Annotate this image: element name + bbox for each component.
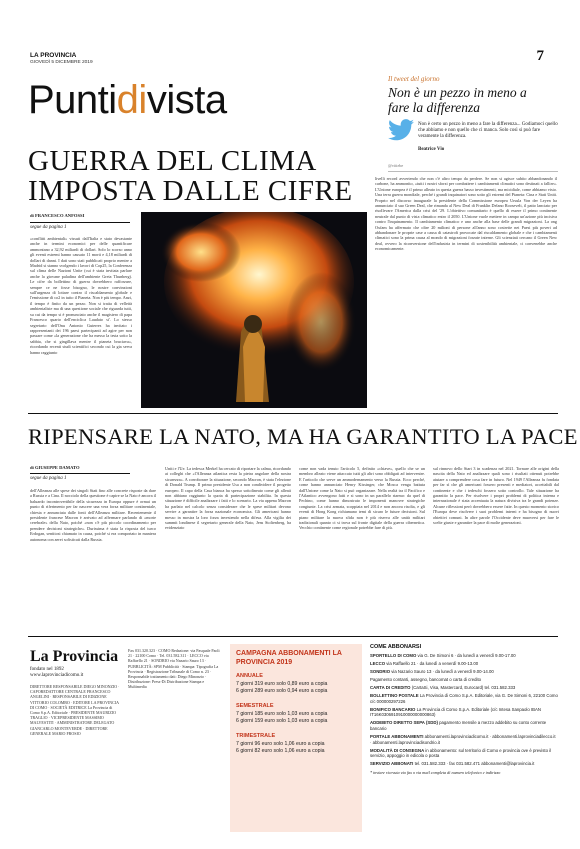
article1-headline-line2: IMPOSTA DALLE CIFRE [28,175,353,207]
section-title [28,80,227,120]
how-list [370,653,558,768]
article2-headline: RIPENSARE LA NATO, MA HA GARANTITO LA PACE [28,424,578,449]
plan-price-row: 6 giorni 289 euro solo 0,94 euro a copia [236,688,328,694]
how-note: * inviare ricevuta via fax o via mail completa di numero telefonico e indirizzo [370,770,501,775]
tweet-author: Beatrice Vio [418,147,445,152]
article2-col1: dell'Alleanza alle spese dei singoli Stati fino alle concrete risposte da dare a Russia e a Cina. Il nocciolo della questione è capire se la Nato è ancora il baluardo incontrovertibile della sicurezza in Europa oppure è ormai un punto di riferimento per far nascere una vera forza militare continentale, chiesta e annunciata dalle fonti dell'Alleanza militare. Recentemente il presidente francese Macron è arrivato ad affermare parlando di «morte cerebrale» della Nato, poiché «non c'è più piccolo coordinamento per prendere decisioni strategiche». Durissima è stata la risposta del turco Erdogan, sentitosi chiamato in causa, poiché si era comportato in maniera autonoma con aerei sofisticati dalla Russia. [30,488,156,542]
page-number: 7 [536,48,544,64]
how-item-label: BONIFICO BANCARIO [370,706,417,712]
section-title-part3: vista [146,78,227,122]
how-item-label: SONDRIO [370,668,392,674]
article1-photo [141,212,367,408]
footer-staff: DIRETTORE RESPONSABILE DIEGO MINONZIO · CAPOREDATTORE CENTRALE FRANCESCO ANGELINI · RESPONSABILE DI EDIZIONE VITTORIO COLOMBO · EDITORE LA PROVINCIA DI COMO · SOCIETÀ EDITRICE La Provincia di Como S.p.A. Editoriale · PRESIDENTE MAURIZIO TRAGLIO · VICEPRESIDENTE MASSIMO MALVESTITI · AMMINISTRATORE DELEGATO GIANCARLO MONTEVERDE · DIRETTORE GENERALE MARIO FROSIO [30,684,120,736]
how-item-label: SERVIZIO ABBONATI [370,761,415,767]
tweet-kicker: Il tweet del giorno [388,75,440,83]
how-item-text: via Raffaello 21 · da lunedì a venerdì 9.00-13.00 [386,660,479,666]
plan-price-row: 7 giorni 185 euro solo 1,03 euro a copia [236,711,328,717]
article1-byline: di FRANCESCO ANFOSSI [30,213,85,218]
plan-price-row: 6 giorni 159 euro solo 1,03 euro a copia [236,718,328,724]
how-item-text: La Provincia di Como S.p.A. Editoriale (c/c Intesa Sanpaolo IBAN IT16K0306910910000000000863) [370,706,541,718]
how-item [370,734,558,745]
how-item-label: PORTALE ABBONAMENTI [370,734,425,740]
how-item-label: CARTA DI CREDITO [370,684,412,690]
footer-contacts: Fax 031.320.323 · COMO Redazione: via Pasquale Paoli 21 · 22100 Como · Tel. 031.582.311 · LECCO via Raffaello 21 · SONDRIO via Nazario Sauro 13 · PUBBLICITÀ: SPM Pubblicità · Stampa: Tipografia La Provincia · Registrazione Tribunale di Como n. 23 · Responsabile trattamento dati: Diego Minonzio · Distribuzione: Press-Di Distribuzione Stampa e Multimedia [128,648,220,690]
how-to-subscribe [370,644,558,775]
footer-site: www.laprovinciadicomo.it [30,673,84,678]
plan-name: TRIMESTRALE [236,733,276,739]
article1-col3: livelli record avvertendo che non c'è altro tempo da perdere. Se non si agisce subito abbandonando il carbone, ha ammonito, «tutti i nostri sforzi per combattere i cambiamenti climatici sono destinati a fallire». L'Unione europea è il primo alleato in questa guerra basso investimenti, ma micidiale, come abbiamo visto. Una terra guerra mondiale, perché i grandi inquinatori sono sotto gli estremi del Pianeta: Cina e Stati Uniti. Proprio nel discorso inaugurale la presidente della Commissione europea Ursula Von der Leyen ha annunciato il suo Green Deal, che rimanda al New Deal di Franklin Delano Roosevelt, il patto lanciato per risollevare l'America dalla crisi del '29. L'obiettivo comunitario è quello di essere il primo continente neutrale dal punto di vista climatico entro il 2050. L'Unione vuole mettere in campo un'azione più incisiva contro l'inquinamento. Il cambiamento climatico e uno anche alla base delle grandi migrazioni. La ong Oxfam ha affermato che oltre 20 milioni di persone all'anno sono costrette nei Paesi più poveri ad abbandonare le proprie case a causa di catastrofi provocate dal riscaldamento globale e che i cambiamenti climatici sono la prima causa al mondo di migrazioni forzate interne. Gli scienziati cercano il Green New deal, ovvero la riconversione dell'industria in termini di sostenibilità ambientale, ci convenebbe anche economicamente. [375,176,557,252]
how-item [370,707,558,718]
issue-date: GIOVEDÌ 5 DICEMBRE 2019 [30,60,93,65]
how-item [370,677,558,683]
footer-founded: fondato nel 1892 [30,667,64,672]
how-item [370,669,558,675]
how-item [370,661,558,667]
twitter-bird-icon [388,119,414,141]
section-title-part2: di [116,78,147,122]
paper-name: LA PROVINCIA [30,52,77,59]
subscription-title: CAMPAGNA ABBONAMENTI LA PROVINCIA 2019 [236,650,342,666]
how-item-text: in abbonamento: sul territorio di Como e provincia ove è previsto il servizio, appoggio in edicola o posta [370,747,552,759]
section-title-part1: Punti [28,78,117,122]
plan-price-row: 7 giorni 319 euro solo 0,89 euro a copia [236,681,328,687]
how-item-label: ADDEBITO DIRETTO SEPA (SDD) [370,720,440,726]
how-item-text: pagamento mensile a mezzo addebito su conto corrente bancario [370,720,547,731]
subscription-plans [236,673,356,755]
plan-name: ANNUALE [236,673,263,679]
how-item-text: La Provincia di Como S.p.A. Editoriale, via G. De Simoni 6, 22100 Como c/c 000000297226 [370,692,558,704]
how-item-label: LECCO [370,660,387,666]
how-item [370,693,558,704]
how-item [370,653,558,659]
how-item [370,761,558,767]
plan-price-row: 6 giorni 82 euro solo 1,06 euro a copia [236,748,325,754]
tweet-handle: @vitiebe [388,163,404,168]
plan-price-row: 7 giorni 96 euro solo 1,06 euro a copia [236,741,325,747]
article1-headline [28,146,353,206]
how-item-text: tel. 031.582.333 · fax 031.582.471 abbonamenti@laprovincia.it [414,761,535,767]
article1-headline-line1: GUERRA DEL CLIMA [28,145,317,177]
article2-continued: segue da pagina 1 [30,476,67,481]
how-item-text: via G. De Simoni 6 · da lunedì a venerdì 9.00-17.00 [417,652,516,658]
how-item-label: SPORTELLO DI COMO [370,652,418,658]
how-item-text: abbonamenti.laprovinciadicomo.it · abbonamenti.laprovinciadilecco.it · abbonamenti.laprovinciadisondrio.it [370,734,556,745]
how-title: COME ABBONARSI [370,644,422,650]
how-item-text: Pagamento contanti, assegno, bancomat o carta di credito [370,676,482,682]
article2-col4: sul rinnovo dello Start 3 in scadenza nel 2021. Tornare alle origini della nascita della Nato ed analizzare quali sono i risultati ottenuti potrebbe aiutare a comprendere cosa fare in futuro. Nel 1949 l'Alleanza fu fondata per far sì che gli americani fossero presenti e mediatori, accettabili dal continente e che i tedeschi fossero sotto controllo. Tale situazione ha garantito la pace. Per risolvere i propri problemi di politica interna e internazionale è stata accentuata la natura divisiva tra le grandi potenze. Alcune riflessioni però dovrebbero essere fatte. In questo momento storico l'Europa deve risolvere i suoi problemi interni e ha bisogno di nuovi obiettivi comuni. In altre parole l'Occidente deve muoversi per fare le scelte giuste e garantire la pace di molte generazioni. [433,466,559,526]
how-item-label: MODALITÀ DI CONSEGNA [370,747,426,753]
article2-col3: come non vada tenuto l'articolo 5, definito «chiave», quello che se un membro alleato viene attaccato tutti gli altri sono obbligati ad intervenire. E l'articolo che serve un ammodernamento verso la Russia. Ecco perché, come hanno annunciato Henry Kissinger, che Mosca venga battuta dall'Unione come la Nato si può organizzare. Nella realtà tra il Pacifico e l'Atlantico avvengono fatti e si sono in un parallelo riarmo: da quel di Pechino, come hanno dimostrato le imponenti manovre strategiche congiunte. La crisi armata, scoppiata nel 2014 e non ancora risolta, e gli eventi di Hong Kong richiamano temi di sicuro le future decisioni. Sul piano militare la nuova sfida non è più riserva alle unità militari tradizionali quanto ci si trova sul fronte digitale della guerra cibernetica. Vecchio continente come regionale potrebbe fare di più. [299,466,425,531]
how-item-text: (CartaSi, Visa, Mastercard, Eurocard) tel. 031.582.333 [411,684,516,690]
how-item [370,720,558,731]
how-item [370,685,558,691]
plan-name: SEMESTRALE [236,703,274,709]
plan-semestrale [236,703,356,725]
plan-trimestrale [236,733,356,755]
article1-col1: «conflitti ambientali» vissuti dall'Italia e stato devastante anche in termini economici per delle quantificare ammontano a 32,92 miliardi di dollari. Solo lo scorso anno gli eventi estremi hanno causato 11 morti e 4,18 miliardi di dollari di danni. I dati sono stati pubblicati proprio mentre a Madrid si stanno svolgendo i lavori di Cop25, la Conferenza sul clima delle Nazioni Unite (cui è stata invitata parlare anche la giovane paladina dell'ambiente Greta Thunberg). Le cifre da bollettino di guerra dovrebbero rafforzare, sempre ce ne fosse bisogno, le nostre convinzioni sull'urgenza di lottare contro il riscaldamento globale e l'emissione di co2 in tutto il Pianeta. Non è più tempo. Anzi, il tempo è finito da un pezzo. Non si tratta di velleità ambientaliste ma di una questione sociale che riguarda tutti, su cui da tempo si è pronunciato anche il magistero di papa Francesco quarto dell'enciclica Laudato si'. Lo stesso segretario dell'Onu Antonio Guterres ha invitato i rappresentanti dei 196 paesi partecipanti ad agire per non passare come «la generazione che ha messo la testa sotto la sabbia, che si gingillava mentre il pianeta bruciava», ricordando recenti studi scientifici secondo cui la gia serva hanno raggiunto [30,236,132,355]
how-item-text: via Nazario Sauro 13 · da lunedì a venerdì 9.00-14.00 [391,668,494,674]
subscription-box [230,644,362,832]
article1-continued: segue da pagina 1 [30,225,67,230]
article2-col2: Uniti e l'Ue. La tedesca Merkel ha cercato di riportare la calma, ricordando ai colleghi che «l'Alleanza atlantica resta la pietra angolare della nostra sicurezza». A corroborare la situazione, secondo Macron, è stata l'elezione di Donald Trump. Il primo presidente Usa a non condividere il progetto europeo. Il capo della Casa bianca ha spesso sottolineato come gli alleati non abbiano raggiunto la quota di partecipazione stabilita. In questa situazione è difficile analizzare i fatti e lo scenario. La via appena Macron ha parlato nel calcolo senza considerare che le spese militari devono servire a garantire la forza nazionale economica. Gli americani hanno messo in mostra la loro forza investendo nella difesa. Alla vigilia dei summit londinese il segretario generale della Nato, Jens Stoltenberg, ha evidenziato [165,466,291,531]
how-item [370,748,558,759]
how-item-label: BOLLETTINO POSTALE [370,692,420,698]
tweet-headline: Non è un pezzo in meno a fare la differenza [388,85,527,115]
tweet-body: Non è certo un pezzo in meno a fare la differenza... Godiamoci quello che abbiamo e non quello che ci manca. Solo così si può fare veramente la differenza. [418,122,558,139]
footer-logo: La Provincia [30,648,119,665]
plan-annuale [236,673,356,695]
article2-byline: di GIUSEPPE DAMATO [30,465,80,470]
